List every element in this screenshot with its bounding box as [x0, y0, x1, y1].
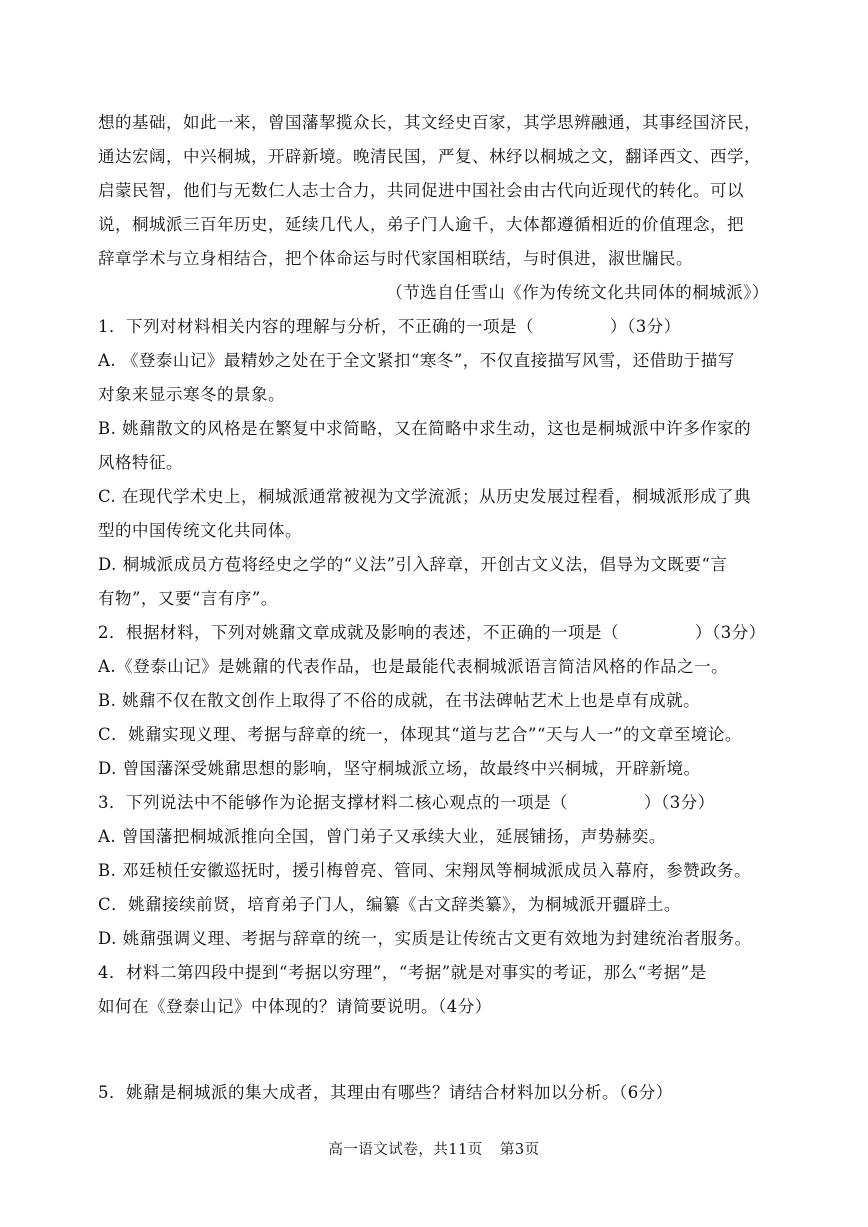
- passage-line: 启蒙民智，他们与无数仁人志士合力，共同促进中国社会由古代向近现代的转化。可以: [98, 181, 744, 200]
- question-stem: 4．材料二第四段中提到“考据以穷理”，“考据”就是对事实的考证，那么“考据”是: [98, 963, 707, 982]
- option-d: D. 曾国藩深受姚鼐思想的影响，坚守桐城派立场，故最终中兴桐城，开辟新境。: [98, 759, 701, 778]
- question-stem: [98, 616, 773, 650]
- option-a: A. 曾国藩把桐城派推向全国，曾门弟子又承续大业，延展铺扬，声势赫奕。: [98, 827, 666, 846]
- page-footer: [0, 1138, 868, 1159]
- passage-source: （节选自任雪山《作为传统文化共同体的桐城派》）: [386, 283, 769, 302]
- option-d: D. 姚鼐强调义理、考据与辞章的统一，实质是让传统古文更有效地为封建统治者服务。: [98, 929, 752, 948]
- passage-line: 通达宏阔，中兴桐城，开辟新境。晚清民国，严复、林纾以桐城之文，翻译西文、西学，: [98, 147, 761, 166]
- passage: [98, 106, 773, 310]
- stem-text: 2．根据材料，下列对姚鼐文章成就及影响的表述，不正确的一项是（: [98, 623, 619, 642]
- question-stem: 5．姚鼐是桐城派的集大成者，其理由有哪些？请结合材料加以分析。（6分）: [98, 1083, 673, 1102]
- option-d: D. 桐城派成员方苞将经史之学的“义法”引入辞章，开创古文义法，倡导为文既要“言: [98, 555, 728, 574]
- option-b-cont: 风格特征。: [98, 453, 183, 472]
- option-d-cont: 有物”，又要“言有序”。: [98, 589, 278, 608]
- option-b: B. 邓廷桢任安徽巡抚时，援引梅曾亮、管同、宋翔凤等桐城派成员入幕府，参赞政务。: [98, 861, 752, 880]
- option-c-cont: 型的中国传统文化共同体。: [98, 521, 302, 540]
- question-4: [98, 956, 773, 1024]
- passage-line: 想的基础，如此一来，曾国藩挈揽众长，其文经史百家，其学思辨融通，其事经国济民，: [98, 113, 761, 132]
- option-a: A. 《登泰山记》最精妙之处在于全文紧扣“寒冬”，不仅直接描写风雪，还借助于描写: [98, 351, 735, 370]
- footer-page-number: 第3页: [499, 1142, 540, 1158]
- option-b: B. 姚鼐不仅在散文创作上取得了不俗的成就，在书法碑帖艺术上也是卓有成就。: [98, 691, 701, 710]
- passage-line: 说，桐城派三百年历史，延续几代人，弟子门人逾千，大体都遵循相近的价值理念，把: [98, 215, 744, 234]
- option-c: C. 在现代学术史上，桐城派通常被视为文学流派；从历史发展过程看，桐城派形成了典: [98, 487, 752, 506]
- stem-score: ）（3分）: [695, 623, 766, 642]
- question-stem-cont: 如何在《登泰山记》中体现的？请简要说明。（4分）: [98, 997, 492, 1016]
- question-stem: [98, 786, 773, 820]
- option-a: A.《登泰山记》是姚鼐的代表作品，也是最能代表桐城派语言简洁风格的作品之一。: [98, 657, 729, 676]
- option-a-cont: 对象来显示寒冬的景象。: [98, 385, 285, 404]
- passage-line: 辞章学术与立身相结合，把个体命运与时代家国相联结，与时俱进，淑世牖民。: [98, 249, 693, 268]
- page-content: [98, 106, 773, 1110]
- question-2: [98, 616, 773, 786]
- option-c: C．姚鼐实现义理、考据与辞章的统一，体现其“道与艺合”“天与人一”的文章至境论。: [98, 725, 742, 744]
- option-b: B. 姚鼐散文的风格是在繁复中求简略，又在简略中求生动，这也是桐城派中许多作家的: [98, 419, 752, 438]
- question-stem: [98, 310, 773, 344]
- question-3: [98, 786, 773, 956]
- stem-text: 1．下列对材料相关内容的理解与分析，不正确的一项是（: [98, 317, 534, 336]
- stem-score: ）（3分）: [610, 317, 681, 336]
- answer-space[interactable]: [98, 1024, 773, 1076]
- stem-score: ）（3分）: [644, 793, 715, 812]
- option-c: C．姚鼐接续前贤，培育弟子门人，编纂《古文辞类纂》，为桐城派开疆辟土。: [98, 895, 681, 914]
- stem-text: 3．下列说法中不能够作为论据支撑材料二核心观点的一项是（: [98, 793, 568, 812]
- question-1: [98, 310, 773, 616]
- footer-total-pages: 高一语文试卷，共11页: [328, 1142, 483, 1158]
- question-5: [98, 1076, 773, 1110]
